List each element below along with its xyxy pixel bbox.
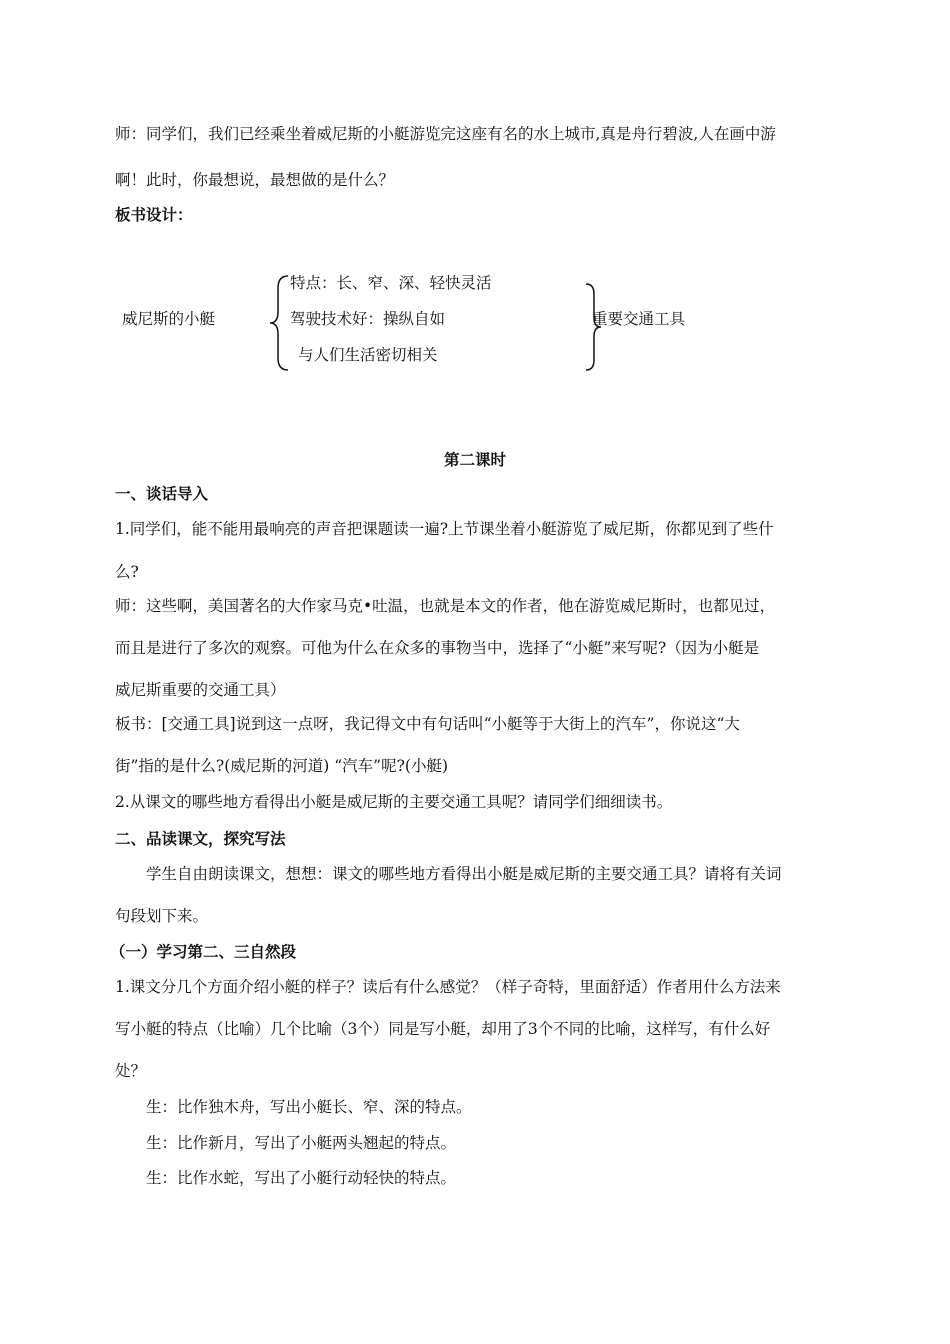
paragraph-line: 处？	[115, 1062, 147, 1080]
paragraph-line: 2.从课文的哪些地方看得出小艇是威尼斯的主要交通工具呢？请同学们细细读书。	[115, 793, 673, 811]
paragraph-line: 威尼斯重要的交通工具）	[115, 681, 286, 699]
section-heading: 二、品读课文，探究写法	[115, 830, 286, 848]
paragraph-line: 1.同学们，能不能用最响亮的声音把课题读一遍?上节课坐着小艇游览了威尼斯，你都见到了些什	[115, 520, 774, 538]
paragraph-line: 么?	[115, 563, 139, 581]
lesson-title: 第二课时	[443, 451, 506, 469]
subsection-heading: （一）学习第二、三自然段	[110, 943, 297, 961]
section-heading: 一、谈话导入	[115, 485, 209, 503]
paragraph-line: 学生自由朗读课文，想想：课文的哪些地方看得出小艇是威尼斯的主要交通工具？请将有关词	[146, 865, 782, 883]
student-answer: 生：比作新月，写出了小艇两头翘起的特点。	[146, 1134, 457, 1152]
paragraph-line: 板书：[交通工具]说到这一点呀，我记得文中有句话叫“小艇等于大街上的汽车”，你说这“大	[115, 715, 740, 733]
student-answer: 生：比作独木舟，写出小艇长、窄、深的特点。	[146, 1098, 472, 1116]
board-point: 特点：长、窄、深、轻快灵活	[290, 274, 492, 292]
board-design-heading: 板书设计：	[115, 206, 193, 224]
board-conclusion: 重要交通工具	[592, 310, 686, 328]
left-brace-icon	[268, 274, 292, 372]
paragraph-line: 1.课文分几个方面介绍小艇的样子？读后有什么感觉？（样子奇特，里面舒适）作者用什么方法来	[115, 978, 781, 996]
paragraph-line: 写小艇的特点（比喻）几个比喻（3个）同是写小艇，却用了3个不同的比喻，这样写，有什么好	[115, 1020, 771, 1038]
paragraph-line: 街”指的是什么?(威尼斯的河道) “汽车”呢?(小艇)	[115, 757, 449, 775]
paragraph-line: 句段划下来。	[115, 907, 209, 925]
board-point: 与人们生活密切相关	[298, 346, 438, 364]
student-answer: 生：比作水蛇，写出了小艇行动轻快的特点。	[146, 1169, 457, 1187]
board-subject: 威尼斯的小艇	[122, 310, 216, 328]
paragraph-line: 师：这些啊，美国著名的大作家马克•吐温，也就是本文的作者，他在游览威尼斯时，也都见过，	[115, 597, 776, 615]
paragraph-line: 而且是进行了多次的观察。可他为什么在众多的事物当中，选择了“小艇”来写呢?（因为小艇是	[115, 639, 760, 657]
paragraph-line: 啊！此时，你最想说，最想做的是什么？	[115, 171, 395, 189]
board-point: 驾驶技术好：操纵自如	[290, 310, 446, 328]
paragraph-line: 师：同学们，我们已经乘坐着威尼斯的小艇游览完这座有名的水上城市,真是舟行碧波,人在画中游	[115, 125, 776, 143]
